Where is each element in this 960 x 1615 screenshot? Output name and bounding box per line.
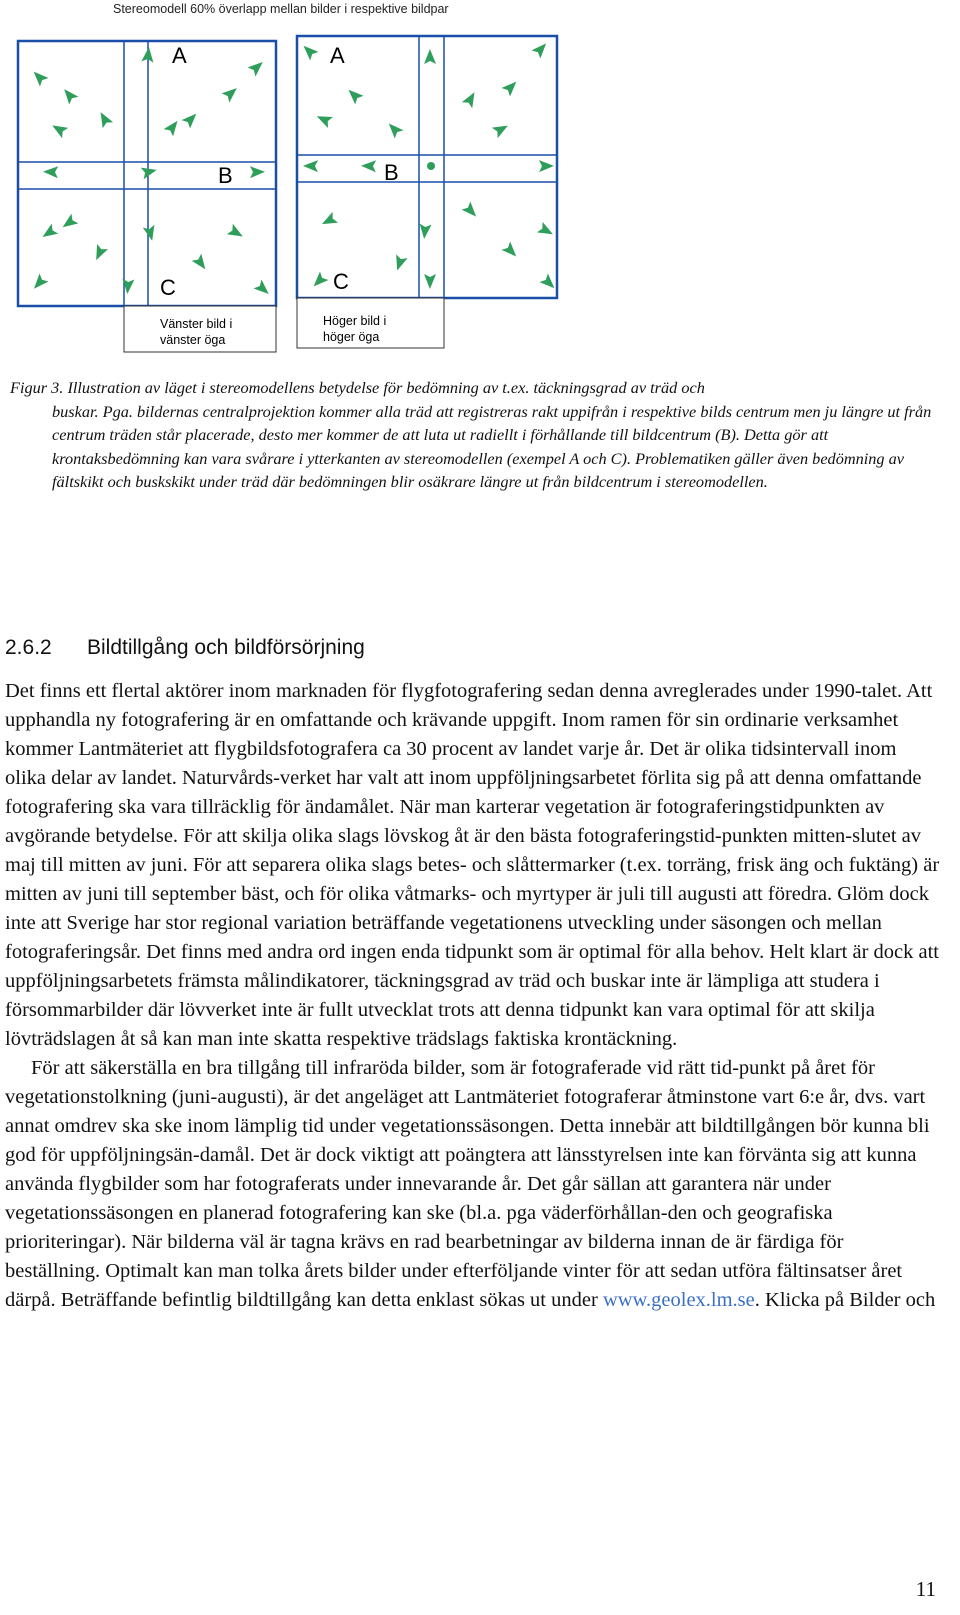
tree-marker — [502, 77, 521, 96]
left-legend-line1: Vänster bild i — [160, 317, 233, 331]
left-label-b: B — [218, 163, 233, 188]
tree-marker — [462, 89, 480, 108]
tree-marker — [164, 117, 183, 136]
tree-marker — [384, 119, 403, 138]
tree-marker — [303, 160, 318, 172]
tree-marker — [424, 49, 436, 64]
tree-marker — [192, 254, 211, 273]
tree-marker — [141, 164, 158, 179]
tree-marker — [391, 254, 407, 272]
geolex-link[interactable]: www.geolex.lm.se — [602, 1289, 755, 1311]
right-image — [297, 36, 559, 348]
tree-marker — [361, 160, 376, 172]
tree-marker — [418, 223, 431, 239]
tree-marker — [309, 272, 328, 291]
caption-first-line: Figur 3. Illustration av läget i stereomodellens betydelse för bedömning av t.ex. täckningsgrad av träd och — [10, 378, 705, 397]
tree-marker — [95, 109, 113, 128]
tree-marker — [29, 67, 48, 86]
left-label-a: A — [172, 43, 187, 68]
paragraph-1: Det finns ett flertal aktörer inom marknaden för flygfotografering sedan denna avreglerades under 1990-talet. Att upphandla ny fotografering är en omfattande och krävande uppgift. Inom ramen för sin ordinarie verksamhet kommer Lantmäteriet att flygbildsfotografera ca 30 procent av landet varje år. Det är olika tidsintervall inom olika delar av landet. Naturvårds-verket har valt att inom uppföljningsarbetet förlita sig på att denna omfattande fotografering ska vara tillräcklig för ändamålet. När man karterar vegetation är fotograferingstidpunkten av avgörande betydelse. För att skilja olika slags lövskog åt är den bästa fotograferingstid-punkten mitten-slutet av maj till mitten av juni. För att separera olika slags betes- och slåttermarker (t.ex. torräng, frisk äng och fuktäng) är mitten av juni till september bäst, och för olika våtmarks- och myrtyper är juli till augusti att föredra. Glöm dock inte att Sverige har stor regional variation beträffande vegetationens utveckling under säsongen och mellan fotograferingsår. Det finns med andra ord ingen enda tidpunkt som är optimal för alla behov. Helt klart är dock att uppföljningsarbetets främsta målindikatorer, täckningsgrad av träd och buskar inte är lämpliga att studera i försommarbilder där lövverket inte är fullt utvecklat trots att denna tidpunkt kan vara optimal för att skilja lövträdslagen åt så kan man inte skatta respektive trädslags faktiska krontäckning. — [5, 680, 940, 1050]
tree-marker — [60, 85, 79, 104]
tree-marker — [254, 280, 273, 299]
tree-marker — [424, 274, 436, 289]
tree-marker — [299, 41, 318, 60]
right-tree-markers — [299, 39, 558, 292]
tree-marker — [532, 39, 551, 58]
tree-marker — [427, 162, 435, 170]
section-number: 2.6.2 — [5, 636, 52, 659]
tree-marker — [143, 225, 158, 242]
tree-marker — [502, 242, 521, 261]
tree-marker — [227, 224, 246, 242]
paragraph-2-text: För att säkerställa en bra tillgång till infraröda bilder, som är fotograferade vid rätt tid-punkt på året för vegetationstolkning (juni-augusti), är det angeläget att Lantmäteriet fotograferar åtminstone vart 6:e år, dvs. vart annat omdrev ska ske inom lämplig tid under vegetationssäsongen. Detta innebär att bildtillgången bör kunna bli god för uppföljningsän-damål. Det är dock viktigt att poängtera att länsstyrelsen inte kan förvänta sig att kunna använda flygbilder som har fotograferats under innevarande år. Det går sällan att garantera när under vegetationssäsongen en planerad fotografering kan ske (bl.a. pga väderförhållan-den och geografiska prioriteringar). När bilderna väl är tagna krävs en rad bearbetningar av bilderna innan de är färdiga för beställning. Optimalt kan man tolka årets bilder under efterföljande vinter för att sedan utföra fältinsatser året därpå. Beträffande befintlig bildtillgång kan detta enklast sökas ut under — [5, 1057, 930, 1311]
tree-marker — [248, 58, 267, 77]
tree-marker — [537, 222, 556, 240]
page-number: 11 — [915, 1577, 936, 1601]
tree-marker — [250, 166, 265, 178]
right-label-b: B — [384, 160, 399, 185]
tree-marker — [539, 160, 554, 172]
right-label-a: A — [330, 43, 345, 68]
figure-title: Stereomodell 60% överlapp mellan bilder i respektive bildpar — [113, 2, 449, 16]
tree-marker — [30, 274, 49, 293]
body-text — [5, 677, 940, 1315]
stereo-diagram — [0, 0, 960, 360]
paragraph-2-end: . Klicka på Bilder och — [754, 1289, 936, 1311]
tree-marker — [492, 120, 511, 138]
right-label-c: C — [333, 269, 349, 294]
tree-marker — [39, 224, 58, 242]
tree-marker — [462, 202, 481, 221]
tree-marker — [222, 84, 241, 103]
right-legend-line1: Höger bild i — [323, 314, 387, 328]
tree-marker — [43, 166, 58, 179]
left-legend-line2: vänster öga — [160, 333, 226, 347]
tree-marker — [91, 244, 108, 263]
left-tree-markers — [29, 46, 272, 298]
paragraph-2 — [5, 1054, 940, 1315]
tree-marker — [319, 212, 338, 230]
tree-marker — [49, 120, 68, 138]
section-title: Bildtillgång och bildförsörjning — [87, 636, 365, 659]
figure-caption — [10, 376, 945, 494]
left-label-c: C — [160, 275, 176, 300]
tree-marker — [182, 109, 201, 128]
tree-marker — [59, 214, 78, 232]
left-image — [18, 41, 276, 352]
right-legend-line2: höger öga — [323, 330, 380, 344]
tree-marker — [344, 85, 363, 104]
tree-marker — [314, 111, 333, 128]
caption-body: buskar. Pga. bildernas centralprojektion kommer alla träd att registreras rakt uppifrån i respektive bilds centrum men ju längre ut från centrum träden står placerade, desto mer kommer de att luta ut radiellt i förhållande till bildcentrum (B). Detta gör att krontaksbedömning kan vara svårare i ytterkanten av stereomodellen (exempel A och C). Problematiken gäller även bedömning av fältskikt och buskskikt under träd där bedömningen blir osäkrare längre ut från bildcentrum i stereomodellen. — [52, 401, 932, 491]
section-heading — [5, 636, 365, 660]
